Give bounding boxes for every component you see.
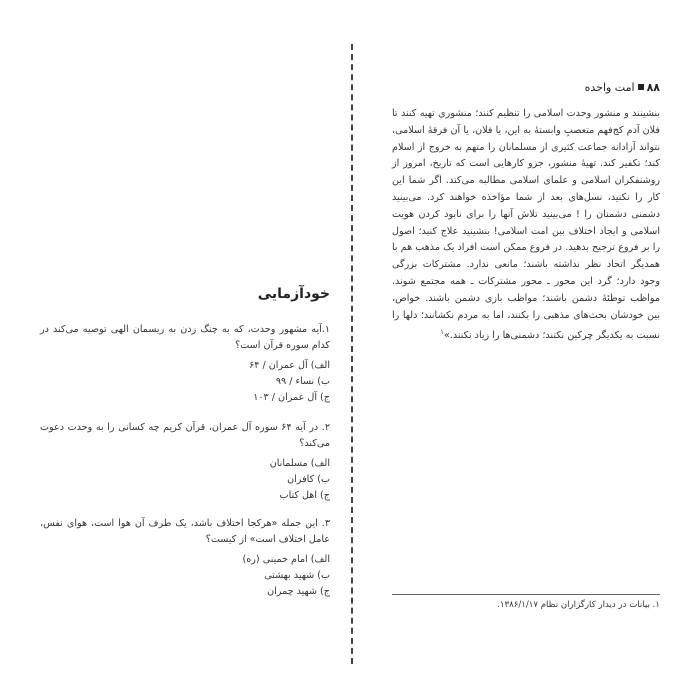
option: ج) شهید چمران: [267, 586, 330, 597]
option: ج) اهل کتاب: [279, 490, 330, 501]
question-2: ۲. در آیه ۶۴ سوره آل عمران، قرآن کریم چه کسانی را به وحدت دعوت می‌کند؟: [40, 422, 330, 449]
footnote-rule: [392, 594, 660, 595]
page-fold-divider: [351, 44, 353, 664]
option: ب) شهید بهشتی: [264, 570, 330, 581]
quiz-title: خودآزمایی: [257, 286, 330, 302]
question-3: ۳. این جمله «هرکجا اختلاف باشد، یک طرف آن هوا است، هوای نفس، عامل اختلاف است» از کیست؟: [40, 518, 330, 545]
option: ب) کافران: [287, 474, 330, 485]
option: ج) آل عمران / ۱۰۳: [253, 392, 330, 403]
question-2-options: [130, 456, 330, 504]
body-paragraph: [392, 106, 660, 345]
option: ب) نساء / ۹۹: [275, 376, 330, 387]
footnote: ۱. بیانات در دیدار کارگزاران نظام ۱۳۸۶/۱/۱۷.: [497, 600, 660, 610]
header-square-icon: [638, 84, 644, 90]
option: الف) آل عمران / ۶۴: [249, 360, 330, 371]
question-1-options: [130, 358, 330, 406]
body-text: بنشینند و منشور وحدت اسلامی را تنظیم کنند؛ منشوری تهیه کنند تا فلان آدم کج‌فهم متعصبِ وابستهٔ به این، یا فلان، یا آن فرقهٔ اسلامی، نتواند آزادانه جماعت کثیری از مسلمانان را متهم به خروج از اسلام کند؛ تکفیر کند. تهیهٔ منشور، جزو کارهایی است که تاریخ، امروز از روشنفکران اسلامی و علمای اسلامی مطالبه می‌کند. اگر شما این کار را نکنید، نسل‌های بعد از شما مؤاخذه خواهند کرد. می‌بینید دشمنی دشمنان را ! می‌بینید تلاش آنها را برای نابود کردن هویت اسلامی و ایجاد اختلاف بین امت اسلامی! بنشینید علاج کنید؛ اصول را بر فروع ترجیح بدهید. در فروع ممکن است افراد یک مذهب هم با همدیگر اتحاد نظر نداشته باشند؛ مانعی ندارد. مشترکات بزرگی وجود دارد؛ گرد این محور ـ محور مشترکات ـ همه مجتمع شوند. مواظب توطئهٔ دشمن باشند؛ مواظب بازی دشمن باشند. خواص، بین خودشان بحث‌های مذهبی را بکنند، اما به مردم نکشانند؛ دلها را نسبت به یکدیگر چرکین نکنند؛ دشمنی‌ها را زیاد نکنند.»: [392, 108, 660, 342]
page-number: ۸۸: [646, 80, 660, 94]
footnote-marker: ۱: [440, 328, 444, 337]
option: الف) مسلمانان: [269, 458, 330, 469]
question-1: ۱.آیه مشهور وحدت، که به چنگ زدن به ریسمان الهی توصیه می‌کند در کدام سوره قرآن است؟: [40, 324, 330, 351]
option: الف) امام خمینی (ره): [242, 554, 330, 565]
page-header: [560, 78, 660, 96]
question-3-options: [130, 552, 330, 600]
running-title: امت واحده: [584, 80, 635, 94]
